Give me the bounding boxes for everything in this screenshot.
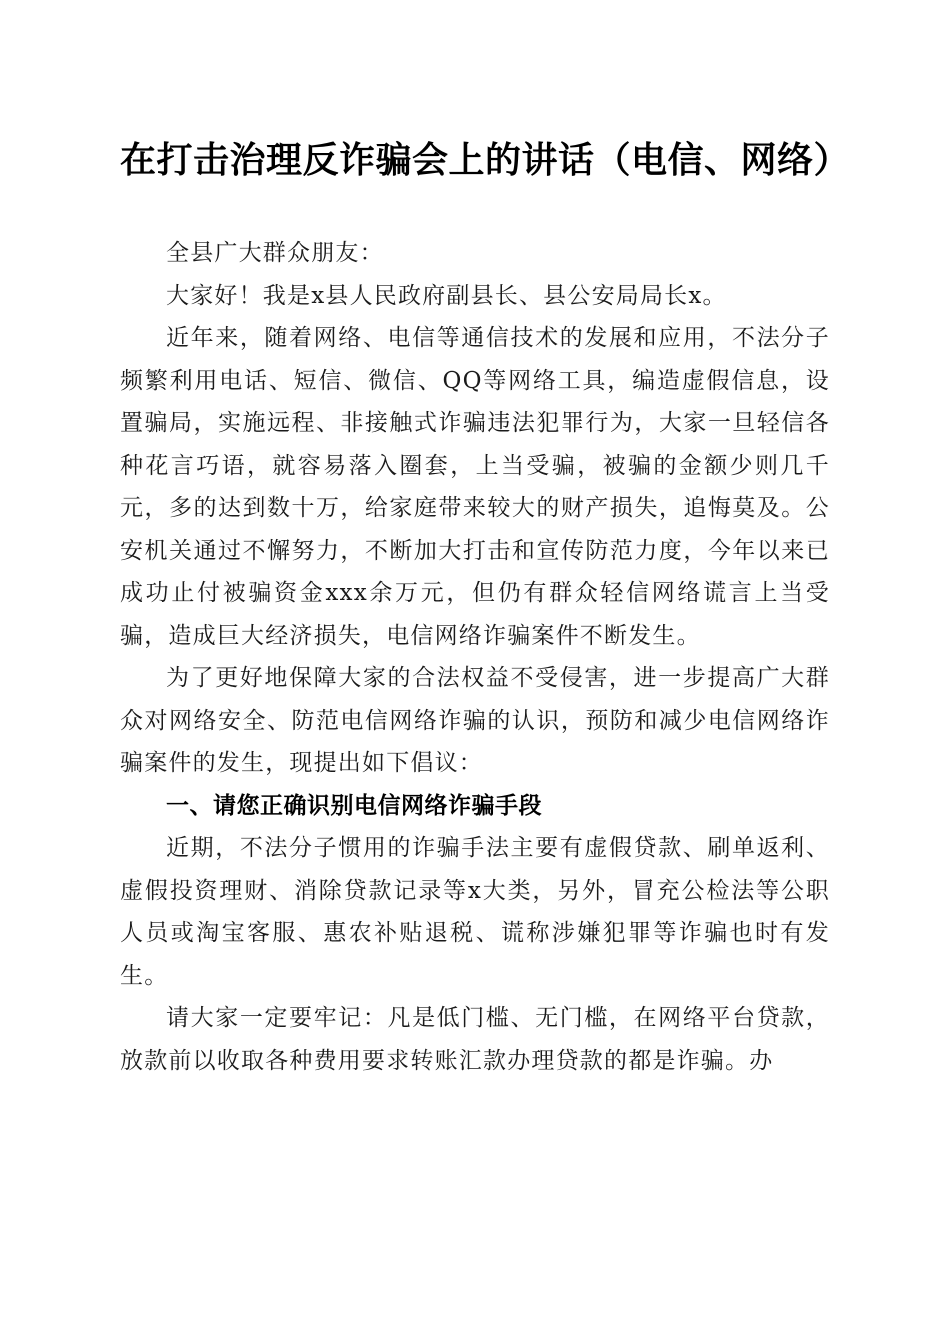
section-heading-1: 一、请您正确识别电信网络诈骗手段 [166,792,542,819]
salutation: 全县广大群众朋友： [166,240,384,266]
paragraph-proposal: 为了更好地保障大家的合法权益不受侵害，进一步提高广大群众对网络安全、防范电信网络诈骗的认识，预防和减少电信网络诈骗案件的发生，现提出如下倡议： [120,665,830,776]
document-body [120,232,830,1082]
document-title: 在打击治理反诈骗会上的讲话（电信、网络） [120,139,851,181]
paragraph-greeting: 大家好！我是x县人民政府副县长、县公安局局长x。 [166,282,727,309]
paragraph-background: 近年来，随着网络、电信等通信技术的发展和应用，不法分子频繁利用电话、短信、微信、QQ等网络工具，编造虚假信息，设置骗局，实施远程、非接触式诈骗违法犯罪行为，大家一旦轻信各种花言巧语，就容易落入圈套，上当受骗，被骗的金额少则几千元，多的达到数十万，给家庭带来较大的财产损失，追悔莫及。公安机关通过不懈努力，不断加大打击和宣传防范力度，今年以来已成功止付被骗资金xxx余万元，但仍有群众轻信网络谎言上当受骗，造成巨大经济损失，电信网络诈骗案件不断发生。 [120,325,830,649]
paragraph-fraud-types: 近期，不法分子惯用的诈骗手法主要有虚假贷款、刷单返利、虚假投资理财、消除贷款记录等x大类，另外，冒充公检法等公职人员或淘宝客服、惠农补贴退税、谎称涉嫌犯罪等诈骗也时有发生。 [120,835,830,989]
paragraph-reminder: 请大家一定要牢记：凡是低门槛、无门槛，在网络平台贷款，放款前以收取各种费用要求转账汇款办理贷款的都是诈骗。办 [120,1005,830,1074]
